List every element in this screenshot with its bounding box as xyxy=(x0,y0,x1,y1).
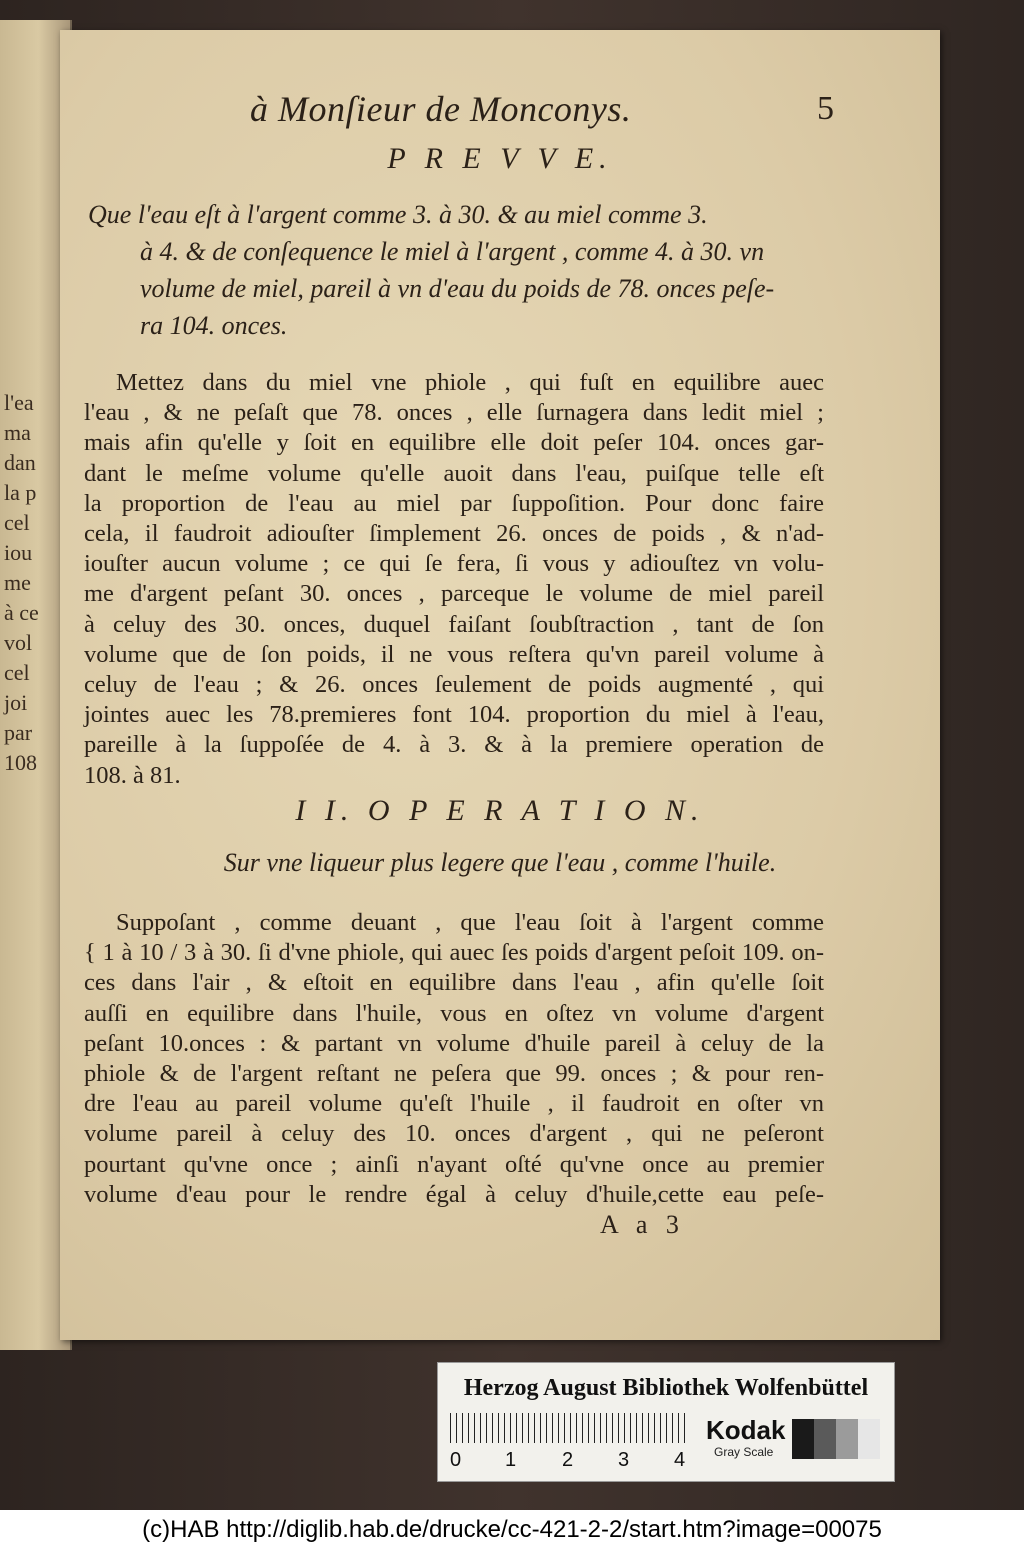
text-line: 108. à 81. xyxy=(84,761,181,789)
text-line: ces dans l'air , & eſtoit en equilibre dans l'eau , afin qu'elle ſoit xyxy=(84,969,824,997)
text-line: peſant 10.onces : & partant vn volume d'huile pareil à celuy de la xyxy=(84,1029,824,1057)
ruler-number: 2 xyxy=(562,1449,574,1471)
library-name: Herzog August Bibliothek Wolfenbüttel xyxy=(463,1375,869,1401)
prev-page-fragment: cel xyxy=(4,510,30,535)
prev-page-fragment: me xyxy=(4,570,31,595)
text-line: dant le meſme volume qu'elle auoit dans l'eau, puiſque telle eſt xyxy=(84,459,824,487)
prev-page-fragment: vol xyxy=(4,630,33,655)
book-page xyxy=(60,30,940,1340)
proposition-line: volume de miel, pareil à vn d'eau du poids de 78. onces peſe- xyxy=(140,274,775,303)
swatch xyxy=(814,1419,836,1459)
running-title: à Monſieur de Monconys. xyxy=(250,89,632,129)
section-heading-operation-2: I I. O P E R A T I O N. xyxy=(295,794,705,827)
paragraph-operation-2 xyxy=(84,908,824,1210)
prev-page-fragment: par xyxy=(4,720,33,745)
prev-page-fragment: ma xyxy=(4,420,31,445)
text-line: Mettez dans du miel vne phiole , qui fuſt en equilibre auec xyxy=(116,369,824,396)
proposition-line: ra 104. onces. xyxy=(140,311,288,340)
text-line: volume d'eau pour le rendre égal à celuy d'huile,cette eau peſe- xyxy=(84,1180,824,1208)
swatch xyxy=(836,1419,858,1459)
text-line: me d'argent peſant 30. onces , parceque le volume de miel pareil xyxy=(84,580,824,608)
prev-page-fragment: iou xyxy=(4,540,33,565)
text-line: cela, il faudroit adiouſter ſimplement 26. onces de poids , & n'ad- xyxy=(84,520,824,548)
gray-scale-label: Gray Scale xyxy=(714,1445,774,1459)
proposition-line: Que l'eau eſt à l'argent comme 3. à 30. & au miel comme 3. xyxy=(88,200,708,229)
copyright-footer: (c)HAB http://diglib.hab.de/drucke/cc-421-2-2/start.htm?image=00075 xyxy=(0,1510,1024,1549)
text-line: pourtant qu'vne once ; ainſi n'ayant oſté qu'vne once au premier xyxy=(84,1150,824,1178)
gray-swatches xyxy=(792,1419,880,1459)
page-number: 5 xyxy=(817,90,834,127)
text-line: mais afin qu'elle y ſoit en equilibre elle doit peſer 104. onces gar- xyxy=(84,429,824,457)
color-scale-card xyxy=(437,1362,895,1482)
ruler-number: 4 xyxy=(674,1449,686,1471)
proposition-line: à 4. & de conſequence le miel à l'argent , comme 4. à 30. vn xyxy=(140,237,765,266)
prev-page-fragment: à ce xyxy=(4,600,39,625)
text-line: { 1 à 10 / 3 à 30. ſi d'vne phiole, qui auec ſes poids d'argent peſoit 109. on- xyxy=(84,939,824,967)
text-line: pareille à la ſuppoſée de 4. à 3. & à la premiere operation de xyxy=(84,731,824,759)
text-line: volume pareil à celuy des 10. onces d'argent , qui ne peſeront xyxy=(84,1120,824,1148)
ruler-number: 3 xyxy=(618,1449,630,1471)
ruler-number: 0 xyxy=(450,1449,462,1471)
section-subheading: Sur vne liqueur plus legere que l'eau , comme l'huile. xyxy=(223,848,777,877)
ruler-icon xyxy=(450,1413,690,1443)
swatch xyxy=(792,1419,814,1459)
text-line: jointes auec les 78.premieres font 104. proportion du miel à l'eau, xyxy=(84,701,824,729)
prev-page-fragment: l'ea xyxy=(4,390,34,415)
paragraph-preuve xyxy=(84,368,824,791)
swatch xyxy=(858,1419,880,1459)
text-line: l'eau , & ne peſaſt que 78. onces , elle ſurnagera dans ledit miel ; xyxy=(84,399,824,427)
prev-page-fragment: 108 xyxy=(4,750,37,775)
prev-page-fragment: la p xyxy=(4,480,37,505)
text-line: celuy de l'eau ; & 26. onces ſeulement de poids augmenté , qui xyxy=(84,671,824,699)
ruler-number: 1 xyxy=(505,1449,517,1471)
text-line: Suppoſant , comme deuant , que l'eau ſoit à l'argent comme xyxy=(116,909,824,936)
kodak-logo: Kodak xyxy=(706,1415,786,1445)
text-line: volume que de ſon poids, il ne vous reſtera qu'vn pareil volume à xyxy=(84,640,824,668)
prev-page-fragment: cel xyxy=(4,660,30,685)
text-line: iouſter aucun volume ; ce qui ſe fera, ſi vous y adiouſtez vn volu- xyxy=(84,550,824,578)
ruler-numbers xyxy=(450,1449,700,1475)
text-line: à celuy des 30. onces, duquel faiſant ſoubſtraction , tant de ſon xyxy=(84,610,824,638)
prev-page-fragment: joi xyxy=(4,690,28,715)
signature-mark: A a 3 xyxy=(600,1210,685,1239)
text-line: dre l'eau au pareil volume qu'eſt l'huile , il faudroit en oſter vn xyxy=(84,1090,824,1118)
page-header xyxy=(250,88,834,132)
proposition-text xyxy=(88,196,818,344)
text-line: auſſi en equilibre dans l'huile, vous en oſtez vn volume d'argent xyxy=(84,999,824,1027)
text-line: la proportion de l'eau au miel par ſuppoſition. Pour donc faire xyxy=(84,489,824,517)
text-line: phiole & de l'argent reſtant ne peſera que 99. onces ; & pour ren- xyxy=(84,1060,824,1088)
prev-page-fragment: dan xyxy=(4,450,36,475)
section-heading-preuve: P R E V V E. xyxy=(387,142,613,175)
